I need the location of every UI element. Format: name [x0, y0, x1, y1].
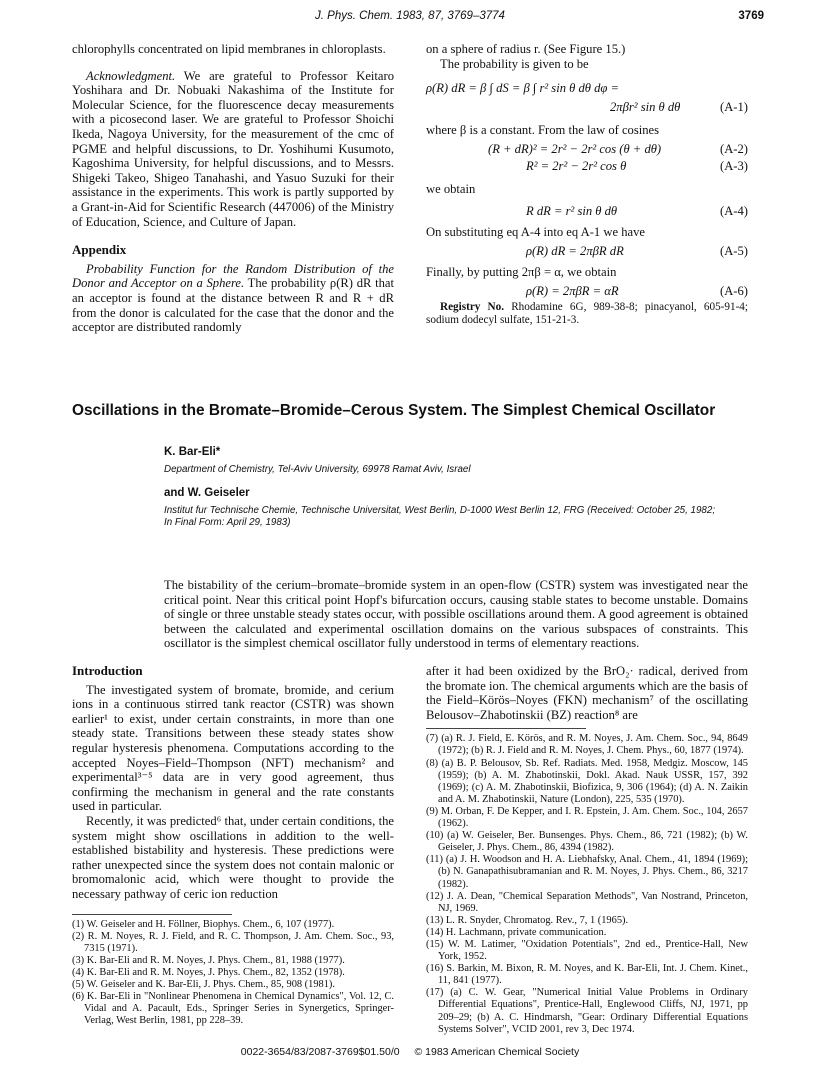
- equation-number: (A-2): [720, 141, 748, 156]
- footnote: (1) W. Geiseler and H. Föllner, Biophys. Chem., 6, 107 (1977).: [72, 918, 335, 930]
- footnote: (15) W. M. Latimer, "Oxidation Potentials", 2nd ed., Prentice-Hall, New York, 1952.: [426, 938, 748, 963]
- equation-number: (A-3): [720, 158, 748, 173]
- footnote: (7) (a) R. J. Field, E. Körös, and R. M. Noyes, J. Am. Chem. Soc., 94, 8649 (1972); (b) R. J. Field and R. M. Noyes, J. Chem. Phys., 60, 1877 (1974).: [426, 733, 748, 757]
- footnotes-left: [72, 919, 394, 1028]
- paragraph: chlorophylls concentrated on lipid membranes in chloroplasts.: [72, 42, 386, 56]
- equation-expression: R² = 2r² − 2r² cos θ: [526, 158, 627, 173]
- equation-expression: ρ(R) dR = β ∫ dS = β ∫ r² sin θ dθ dφ =: [426, 81, 620, 96]
- appendix-subtitle: Probability Function for the Random Distribution of the Donor and Acceptor on a Sphere.: [72, 261, 394, 291]
- footnote: (17) (a) C. W. Gear, "Numerical Initial Value Problems in Ordinary Differential Equations", Prentice-Hall, Englewood Cliffs, NJ, 1971, pp 209–29; (b) A. C. Hindmarsh, "Gear: Ordinary Differential Equations Systems Solver", VCID 2001, rev 3, Dec 1974.: [426, 987, 748, 1035]
- section-heading: Introduction: [72, 663, 143, 678]
- footnote: (14) H. Lachmann, private communication.: [426, 926, 607, 938]
- equation-a2: [426, 142, 748, 159]
- paragraph: we obtain: [426, 181, 476, 196]
- affiliation-2: [164, 505, 764, 529]
- left-column-intro: [72, 664, 394, 1027]
- footer-copyright: © 1983 American Chemical Society: [414, 1046, 580, 1058]
- appendix-text: The probability ρ(R) dR that an acceptor is found at the distance between R and R + dR from the donor is calculated for the case that the donor and the acceptor are distributed randomly: [72, 276, 394, 335]
- footnote: (3) K. Bar-Eli and R. M. Noyes, J. Phys. Chem., 81, 1988 (1977).: [72, 954, 345, 966]
- footnote: (10) (a) W. Geiseler, Ber. Bunsenges. Phys. Chem., 86, 721 (1982); (b) W. Geiseler, J. Phys. Chem., 86, 4394 (1982).: [426, 830, 748, 854]
- paragraph: The investigated system of bromate, bromide, and cerium ions in a continuous stirred tank reactor (CSTR) was shown earlier¹ to exist, under certain constraints, in more than one steady state. Transitions between these steady states show regular hysteresis phenomena. Computations according to the accepted Noyes–Field–Thompson (NFT) mechanism² and experimental³⁻⁵ data are in very good agreement, thus confirming the mechanism in general and the rate constants used in particular.: [72, 682, 394, 814]
- paragraph: on a sphere of radius r. (See Figure 15.): [426, 42, 626, 56]
- equation-expression: (R + dR)² = 2r² − 2r² cos (θ + dθ): [488, 141, 662, 156]
- footnote: (5) W. Geiseler and K. Bar-Eli, J. Phys. Chem., 85, 908 (1981).: [72, 978, 335, 990]
- running-header: [0, 10, 820, 26]
- equation-number: (A-6): [720, 283, 748, 298]
- equation-a4: [426, 204, 748, 221]
- equation-a3: [426, 159, 748, 176]
- paragraph: after it had been oxidized by the BrO₂· radical, derived from the bromate ion. The chemical arguments which are the basis of the Field–Körös–Noyes (FKN) mechanism⁷ of the oscillating Belousov–Zhabotinskii (BZ) reaction⁸ are: [426, 664, 748, 722]
- footnote-rule: [426, 728, 586, 729]
- footnote: (12) J. A. Dean, "Chemical Separation Methods", Van Nostrand, Princeton, NJ, 1969.: [426, 890, 748, 914]
- equation-number: (A-1): [720, 100, 748, 115]
- footnote-rule: [72, 914, 232, 915]
- acknowledgment: [72, 69, 394, 230]
- journal-citation: J. Phys. Chem. 1983, 87, 3769–3774: [315, 10, 505, 22]
- footnote: (11) (a) J. H. Woodson and H. A. Liebhafsky, Anal. Chem., 41, 1894 (1969); (b) N. Ganapathisubramanian and R. M. Noyes, J. Phys. Chem., 86, 3217 (1982).: [426, 854, 748, 890]
- equation-a6: [426, 284, 748, 301]
- section-heading: Appendix: [72, 242, 127, 258]
- footnote: (8) (a) B. P. Belousov, Sb. Ref. Radiats. Med. 1958, Medgiz. Moscow, 145 (1959); (b) A. M. Zhabotinskii, Dokl. Akad. Nauk USSR, 157, 392 (1969); (c) A. M. Zhabotinskii, Biofizica, 9, 306 (1964); (d) A. N. Zaikin and A. M. Zhabotinskii, Nature (London), 225, 535 (1970).: [426, 757, 748, 805]
- abstract: The bistability of the cerium–bromate–bromide system in an open-flow (CSTR) system was investigated near the critical point. Near this critical point Hopf's bifurcation occurs, causing stable states to become unstable. Domains of single or three unstable steady states occur, with possible oscillations around them. A good agreement is obtained between the calculated and experimental oscillation domains on the various subspaces of constraints. This oscillator is the simplest chemical oscillator fully understood in terms of elementary reactions.: [164, 578, 748, 651]
- page-number: 3769: [738, 10, 764, 22]
- right-column-intro: [426, 664, 748, 1036]
- paragraph: The probability is given to be: [440, 56, 589, 71]
- footer-code: 0022-3654/83/2087-3769$01.50/0: [240, 1046, 400, 1058]
- page-footer: [0, 1046, 820, 1058]
- paragraph: On substituting eq A-4 into eq A-1 we have: [426, 225, 645, 240]
- equation-expression: 2πβr² sin θ dθ: [610, 100, 681, 115]
- affiliation-2-line-2: In Final Form: April 29, 1983): [164, 517, 291, 528]
- equation-expression: ρ(R) dR = 2πβR dR: [526, 243, 624, 258]
- footnote: (13) L. R. Snyder, Chromatog. Rev., 7, 1 (1965).: [426, 914, 629, 926]
- equation-a5: [426, 244, 748, 261]
- registry-text: Rhodamine 6G, 989-38-8; pinacyanol, 605-91-4; sodium dodecyl sulfate, 151-21-3.: [426, 300, 749, 326]
- acknowledgment-text: We are grateful to Professor Keitaro Yoshihara and Dr. Nobuaki Nakashima of the Institute for Molecular Science, for the fluorescence decay measurements with a picosecond laser. We are grateful to Professor Shoichi Ikeda, Nagoya University, for the measurement of the cmc of PGME and helpful discussions, to Dr. Yoshihumi Kusumoto, Kagoshima University, for helpful discussions, and to Messrs. Shigeki Takeo, Shigeo Tanahashi, and Yasuo Suzuki for their assistance in the experiments. This work is partly supported by a Grant-in-Aid for Scientific Research (447006) of the Ministry of Education, Science, and Culture of Japan.: [72, 68, 394, 229]
- footnote: (16) S. Barkin, M. Bixon, R. M. Noyes, and K. Bar-Eli, Int. J. Chem. Kinet., 11, 841 (1977).: [426, 963, 748, 987]
- affiliation-2-line-1: Institut fur Technische Chemie, Technische Universitat, West Berlin, D-1000 West Berlin 12, FRG (Received: October 25, 1982;: [164, 505, 716, 516]
- appendix-paragraph: [72, 262, 394, 335]
- acknowledgment-label: Acknowledgment.: [86, 68, 176, 83]
- footnote: (4) K. Bar-Eli and R. M. Noyes, J. Phys. Chem., 82, 1352 (1978).: [72, 966, 345, 978]
- affiliation-1: Department of Chemistry, Tel-Aviv University, 69978 Ramat Aviv, Israel: [164, 464, 471, 475]
- equation-a1-cont: [426, 100, 748, 117]
- article-title: Oscillations in the Bromate–Bromide–Cerous System. The Simplest Chemical Oscillator: [72, 402, 716, 419]
- equation-expression: R dR = r² sin θ dθ: [526, 204, 618, 219]
- paragraph: Finally, by putting 2πβ = α, we obtain: [426, 264, 617, 279]
- equation-number: (A-5): [720, 243, 748, 258]
- equation-number: (A-4): [720, 204, 748, 219]
- author-2: and W. Geiseler: [164, 487, 250, 499]
- equation-a1: [426, 81, 748, 98]
- left-column-top: [72, 42, 394, 335]
- registry-label: Registry No.: [440, 300, 505, 313]
- registry-numbers: [426, 301, 748, 327]
- footnote: (6) K. Bar-Eli in "Nonlinear Phenomena in Chemical Dynamics", Vol. 12, C. Vidal and A. Pacault, Eds., Springer Series in Synergetics, Springer-Verlag, West Berlin, 1981, pp 228–39.: [72, 991, 394, 1027]
- right-column-top: [426, 42, 748, 327]
- paragraph: Recently, it was predicted⁶ that, under certain conditions, the system might show oscillations in addition to the well-established bistability and hysteresis. These predictions were rather unexpected since the system does not contain malonic or bromomalonic acid, which were thought to provide the necessary pathway of ceric ion reduction: [72, 813, 394, 901]
- paragraph: where β is a constant. From the law of cosines: [426, 123, 660, 138]
- footnote: (9) M. Orban, F. De Kepper, and I. R. Epstein, J. Am. Chem. Soc., 104, 2657 (1962).: [426, 805, 748, 830]
- footnotes-right: [426, 733, 748, 1035]
- equation-expression: ρ(R) = 2πβR = αR: [526, 283, 619, 298]
- footnote: (2) R. M. Noyes, R. J. Field, and R. C. Thompson, J. Am. Chem. Soc., 93, 7315 (1971).: [72, 930, 394, 954]
- author-1: K. Bar-Eli*: [164, 446, 221, 458]
